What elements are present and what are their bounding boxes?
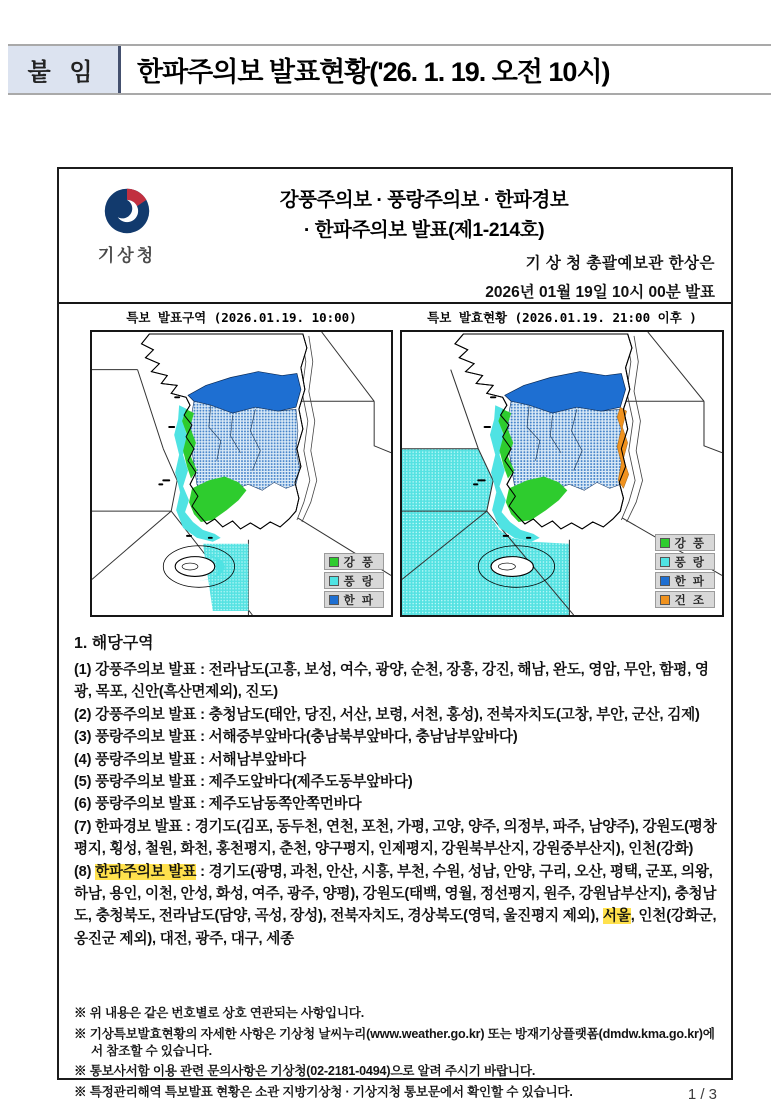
bulletin-title-line2: · 한파주의보 발표(제1-214호): [303, 219, 545, 241]
kma-logo: [81, 181, 173, 266]
legend-label: 한 파: [674, 575, 706, 588]
applicable-regions-section: [74, 630, 720, 950]
region-item-7: (7) 한파경보 발표 : 경기도(김포, 동두천, 연천, 포천, 가평, 고양, 양주, 의정부, 파주, 남양주), 강원도(평창평지, 횡성, 철원, 화천, 홍천평지, 춘천, 양구평지, 인제평지, 강원북부산지, 강원중부산지), 인천(강화): [74, 818, 717, 858]
legend-label: 건 조: [674, 594, 706, 607]
section-divider: [59, 302, 731, 304]
region-item-5: (5) 풍랑주의보 발표 : 제주도앞바다(제주도동부앞바다): [74, 774, 413, 791]
region-item-6: (6) 풍랑주의보 발표 : 제주도남동쪽안쪽먼바다: [74, 796, 362, 813]
legend-swatch: [329, 576, 339, 586]
map-legend-left: [324, 553, 384, 608]
legend-label: 한 파: [343, 594, 375, 607]
map-title-left: 특보 발표구역 (2026.01.19. 10:00): [126, 310, 357, 325]
legend-item: [324, 553, 384, 570]
legend-swatch: [660, 538, 670, 548]
bulletin-title: [189, 185, 659, 245]
footnotes: [74, 1005, 722, 1104]
legend-label: 풍 랑: [343, 575, 375, 588]
legend-label: 풍 랑: [674, 556, 706, 569]
legend-label: 강 풍: [343, 556, 375, 569]
region-item-8-tail: , 인천(강화군,옹진군 제외), 대전, 광주, 대구, 세종: [74, 908, 717, 947]
footnote-4: ※ 특정관리해역 특보발표 현황은 소관 지방기상청 · 기상지청 통보문에서 확인할 수 있습니다.: [74, 1084, 573, 1099]
header-bottom-rule: [8, 93, 771, 95]
section-heading: 1. 해당구역: [74, 635, 154, 652]
issue-datetime: 2026년 01월 19일 10시 00분 발표: [485, 284, 715, 301]
region-item-1: (1) 강풍주의보 발표 : 전라남도(고흥, 보성, 여수, 광양, 순천, 장흥, 강진, 해남, 완도, 영암, 무안, 함평, 영광, 목포, 신안(흑산면제외), 진도): [74, 662, 709, 701]
footnote-2: ※ 기상특보발효현황의 자세한 사항은 기상청 날씨누리(www.weather.go.kr) 또는 방재기상플랫폼(dmdw.kma.go.kr)에서 참조할 수 있습니다.: [74, 1026, 715, 1058]
legend-item: [655, 591, 715, 608]
legend-swatch: [329, 595, 339, 605]
attachment-tag: 붙 임: [8, 46, 121, 93]
seoul-highlight: 서울: [602, 908, 631, 925]
region-item-4: (4) 풍랑주의보 발표 : 서해남부앞바다: [74, 751, 306, 768]
kma-logo-icon: [98, 181, 156, 239]
legend-item: [655, 534, 715, 551]
legend-item: [655, 553, 715, 570]
warning-map-right: [400, 330, 724, 617]
legend-swatch: [660, 595, 670, 605]
bulletin-title-line1: 강풍주의보 · 풍랑주의보 · 한파경보: [279, 189, 569, 211]
legend-item: [324, 591, 384, 608]
map-legend-right: [655, 534, 715, 608]
legend-item: [324, 572, 384, 589]
region-item-3: (3) 풍랑주의보 발표 : 서해중부앞바다(충남북부앞바다, 충남남부앞바다): [74, 729, 518, 746]
attachment-header: [8, 46, 771, 93]
legend-label: 강 풍: [674, 537, 706, 550]
map-title-right: 특보 발효현황 (2026.01.19. 21:00 이후 ): [427, 310, 697, 325]
issuer-block: [485, 251, 715, 302]
region-item-2: (2) 강풍주의보 발표 : 충청남도(태안, 당진, 서산, 보령, 서천, 홍성), 전북자치도(고창, 부안, 군산, 김제): [74, 706, 700, 723]
region-item-8-body: : 경기도(광명, 과천, 안산, 시흥, 부천, 수원, 성남, 안양, 구리, 오산, 평택, 군포, 의왕, 하남, 용인, 이천, 안성, 화성, 여주, 광주, 양평), 강원도(태백, 영월, 정선평지, 원주, 강원남부산지), 충청남도, 충청북도, 전라남도(담양, 곡성, 장성), 전북자치도, 경상북도(영덕, 울진평지 제외),: [74, 863, 717, 925]
page-number: 1 / 3: [687, 1086, 717, 1103]
footnote-3: ※ 통보사서함 이용 관련 문의사항은 기상청(02-2181-0494)으로 알려 주시기 바랍니다.: [74, 1064, 536, 1078]
legend-swatch: [329, 557, 339, 567]
legend-swatch: [660, 557, 670, 567]
cold-wave-advisory-highlight: 한파주의보 발표: [95, 863, 197, 880]
page-title: 한파주의보 발표현황('26. 1. 19. 오전 10시): [137, 57, 610, 87]
warning-map-left: [90, 330, 393, 617]
footnote-1: ※ 위 내용은 같은 번호별로 상호 연관되는 사항입니다.: [74, 1006, 365, 1020]
issuer-name: 기 상 청 총괄예보관 한상은: [525, 255, 715, 272]
legend-swatch: [660, 576, 670, 586]
region-item-8: [74, 861, 720, 951]
agency-name: 기상청: [97, 246, 157, 265]
legend-item: [655, 572, 715, 589]
region-item-8-prefix: (8): [74, 863, 96, 880]
